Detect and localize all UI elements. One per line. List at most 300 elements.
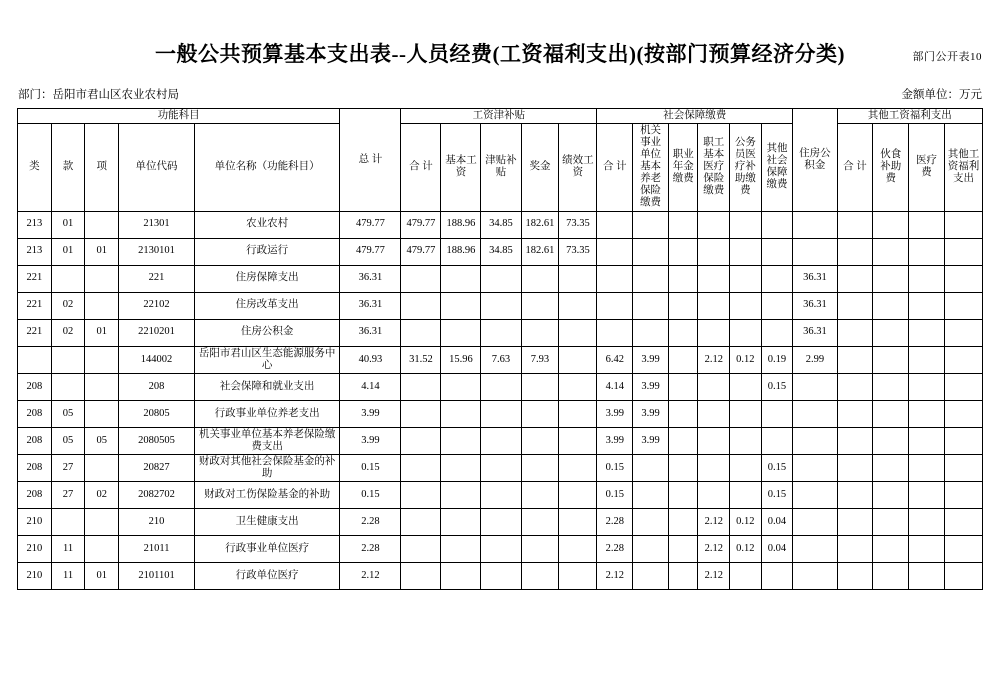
cell-social-3 xyxy=(698,454,730,481)
cell-social-4 xyxy=(730,562,762,589)
cell-social-0: 0.15 xyxy=(597,454,633,481)
cell-class: 221 xyxy=(18,319,52,346)
cell-other-0 xyxy=(837,238,873,265)
cell-other-2 xyxy=(909,373,945,400)
cell-unit-name: 住房改革支出 xyxy=(194,292,339,319)
cell-other-3 xyxy=(944,562,982,589)
cell-salary-1 xyxy=(441,481,481,508)
cell-salary-4 xyxy=(559,562,597,589)
cell-salary-0 xyxy=(401,373,441,400)
cell-salary-1 xyxy=(441,319,481,346)
cell-social-5 xyxy=(761,427,793,454)
cell-total: 3.99 xyxy=(340,400,401,427)
cell-salary-3 xyxy=(521,292,559,319)
cell-other-3 xyxy=(944,400,982,427)
budget-table xyxy=(17,108,983,590)
cell-salary-4 xyxy=(559,319,597,346)
cell-unit-code: 2101101 xyxy=(119,562,195,589)
cell-salary-2 xyxy=(481,265,521,292)
cell-salary-0 xyxy=(401,400,441,427)
cell-social-2 xyxy=(668,211,697,238)
cell-other-2 xyxy=(909,292,945,319)
cell-salary-4 xyxy=(559,508,597,535)
cell-other-2 xyxy=(909,400,945,427)
cell-social-4 xyxy=(730,481,762,508)
cell-salary-0 xyxy=(401,427,441,454)
cell-unit-code: 21011 xyxy=(119,535,195,562)
cell-unit-code: 22102 xyxy=(119,292,195,319)
cell-section xyxy=(51,508,85,535)
cell-salary-4 xyxy=(559,292,597,319)
cell-other-0 xyxy=(837,427,873,454)
cell-other-1 xyxy=(873,400,909,427)
cell-unit-code: 221 xyxy=(119,265,195,292)
table-row xyxy=(18,535,983,562)
cell-item xyxy=(85,373,119,400)
header-basic-salary: 基本工资 xyxy=(441,124,481,211)
cell-section: 11 xyxy=(51,562,85,589)
cell-salary-2: 34.85 xyxy=(481,211,521,238)
cell-housing-fund xyxy=(793,535,837,562)
table-head xyxy=(18,109,983,212)
cell-section xyxy=(51,373,85,400)
cell-salary-0 xyxy=(401,265,441,292)
cell-salary-4 xyxy=(559,535,597,562)
page-title: 一般公共预算基本支出表--人员经费(工资福利支出)(按部门预算经济分类) xyxy=(155,42,845,66)
cell-housing-fund: 36.31 xyxy=(793,319,837,346)
cell-section: 01 xyxy=(51,211,85,238)
cell-other-2 xyxy=(909,265,945,292)
cell-other-3 xyxy=(944,238,982,265)
cell-social-3 xyxy=(698,400,730,427)
cell-social-5 xyxy=(761,265,793,292)
header-allowance: 津贴补贴 xyxy=(481,124,521,211)
cell-salary-4 xyxy=(559,265,597,292)
cell-total: 4.14 xyxy=(340,373,401,400)
cell-social-0 xyxy=(597,238,633,265)
header-occupational-annuity: 职业年金缴费 xyxy=(668,124,697,211)
cell-social-1 xyxy=(633,454,669,481)
header-bonus: 奖金 xyxy=(521,124,559,211)
cell-housing-fund xyxy=(793,481,837,508)
table-row xyxy=(18,211,983,238)
cell-salary-2 xyxy=(481,508,521,535)
cell-social-1 xyxy=(633,238,669,265)
table-row xyxy=(18,400,983,427)
cell-other-0 xyxy=(837,562,873,589)
cell-item xyxy=(85,535,119,562)
cell-total: 0.15 xyxy=(340,481,401,508)
cell-other-3 xyxy=(944,454,982,481)
header-item: 项 xyxy=(85,124,119,211)
cell-social-3: 2.12 xyxy=(698,346,730,373)
cell-salary-3: 182.61 xyxy=(521,238,559,265)
cell-other-3 xyxy=(944,427,982,454)
cell-social-3 xyxy=(698,211,730,238)
cell-social-1 xyxy=(633,562,669,589)
cell-other-1 xyxy=(873,427,909,454)
cell-other-0 xyxy=(837,211,873,238)
cell-item: 05 xyxy=(85,427,119,454)
cell-other-1 xyxy=(873,535,909,562)
cell-salary-1 xyxy=(441,292,481,319)
cell-salary-1 xyxy=(441,427,481,454)
header-class: 类 xyxy=(18,124,52,211)
cell-salary-0: 31.52 xyxy=(401,346,441,373)
cell-salary-0 xyxy=(401,292,441,319)
cell-total: 36.31 xyxy=(340,292,401,319)
cell-social-0: 3.99 xyxy=(597,427,633,454)
cell-salary-3 xyxy=(521,373,559,400)
cell-salary-1 xyxy=(441,508,481,535)
header-pension-insurance: 机关事业单位基本养老保险缴费 xyxy=(633,124,669,211)
cell-class: 208 xyxy=(18,373,52,400)
cell-section: 02 xyxy=(51,319,85,346)
cell-other-2 xyxy=(909,535,945,562)
header-civil-servant-medical: 公务员医疗补助缴费 xyxy=(730,124,762,211)
header-other-welfare: 其他工资福利支出 xyxy=(944,124,982,211)
cell-other-1 xyxy=(873,562,909,589)
cell-other-3 xyxy=(944,535,982,562)
header-function-subject: 功能科目 xyxy=(18,109,340,124)
cell-other-0 xyxy=(837,508,873,535)
cell-other-2 xyxy=(909,454,945,481)
cell-unit-code: 144002 xyxy=(119,346,195,373)
cell-salary-1 xyxy=(441,373,481,400)
cell-salary-0 xyxy=(401,481,441,508)
cell-social-1: 3.99 xyxy=(633,373,669,400)
cell-salary-4 xyxy=(559,454,597,481)
cell-social-0: 2.12 xyxy=(597,562,633,589)
table-row xyxy=(18,508,983,535)
cell-social-3: 2.12 xyxy=(698,535,730,562)
cell-social-4 xyxy=(730,265,762,292)
cell-unit-name: 行政事业单位养老支出 xyxy=(194,400,339,427)
cell-salary-1: 188.96 xyxy=(441,211,481,238)
cell-unit-code: 208 xyxy=(119,373,195,400)
header-salary-total: 合 计 xyxy=(401,124,441,211)
cell-salary-1 xyxy=(441,454,481,481)
cell-salary-2 xyxy=(481,535,521,562)
cell-salary-1 xyxy=(441,400,481,427)
cell-social-0: 2.28 xyxy=(597,535,633,562)
cell-salary-2 xyxy=(481,481,521,508)
cell-social-5: 0.15 xyxy=(761,373,793,400)
table-row xyxy=(18,373,983,400)
cell-social-0: 3.99 xyxy=(597,400,633,427)
header-meal-subsidy: 伙食补助费 xyxy=(873,124,909,211)
table-row xyxy=(18,238,983,265)
cell-unit-code: 20827 xyxy=(119,454,195,481)
cell-other-1 xyxy=(873,481,909,508)
table-row xyxy=(18,481,983,508)
amount-unit-label: 金额单位：万元 xyxy=(901,89,982,101)
cell-social-4: 0.12 xyxy=(730,346,762,373)
cell-social-0: 0.15 xyxy=(597,481,633,508)
header-other-total: 合 计 xyxy=(837,124,873,211)
cell-social-3 xyxy=(698,373,730,400)
cell-unit-name: 住房公积金 xyxy=(194,319,339,346)
cell-other-1 xyxy=(873,238,909,265)
header-unit-code: 单位代码 xyxy=(119,124,195,211)
cell-section xyxy=(51,265,85,292)
cell-other-0 xyxy=(837,373,873,400)
cell-item: 01 xyxy=(85,238,119,265)
cell-housing-fund xyxy=(793,211,837,238)
cell-total: 479.77 xyxy=(340,238,401,265)
cell-other-1 xyxy=(873,454,909,481)
cell-item: 02 xyxy=(85,481,119,508)
cell-other-3 xyxy=(944,211,982,238)
cell-social-1 xyxy=(633,292,669,319)
cell-housing-fund xyxy=(793,400,837,427)
document-page xyxy=(0,38,1000,673)
cell-social-5 xyxy=(761,211,793,238)
table-row xyxy=(18,346,983,373)
cell-social-0: 2.28 xyxy=(597,508,633,535)
cell-unit-code: 2210201 xyxy=(119,319,195,346)
table-row xyxy=(18,454,983,481)
cell-social-1 xyxy=(633,211,669,238)
cell-other-0 xyxy=(837,400,873,427)
cell-social-4: 0.12 xyxy=(730,535,762,562)
cell-section: 27 xyxy=(51,454,85,481)
cell-other-2 xyxy=(909,427,945,454)
cell-social-5 xyxy=(761,562,793,589)
cell-social-4 xyxy=(730,211,762,238)
cell-other-3 xyxy=(944,265,982,292)
cell-salary-2 xyxy=(481,454,521,481)
cell-social-1 xyxy=(633,508,669,535)
cell-social-2 xyxy=(668,319,697,346)
table-row xyxy=(18,265,983,292)
header-salary-group: 工资津补贴 xyxy=(401,109,597,124)
cell-social-1 xyxy=(633,265,669,292)
cell-class: 210 xyxy=(18,508,52,535)
header-medical-insurance: 职工基本医疗保险缴费 xyxy=(698,124,730,211)
cell-other-3 xyxy=(944,508,982,535)
cell-salary-3 xyxy=(521,400,559,427)
cell-salary-0 xyxy=(401,562,441,589)
cell-social-4 xyxy=(730,319,762,346)
cell-social-3 xyxy=(698,238,730,265)
cell-social-5 xyxy=(761,292,793,319)
cell-salary-2 xyxy=(481,319,521,346)
cell-class: 213 xyxy=(18,238,52,265)
cell-class: 208 xyxy=(18,427,52,454)
cell-salary-4 xyxy=(559,427,597,454)
cell-social-4: 0.12 xyxy=(730,508,762,535)
cell-section: 02 xyxy=(51,292,85,319)
cell-social-3 xyxy=(698,292,730,319)
cell-unit-name: 社会保障和就业支出 xyxy=(194,373,339,400)
cell-item xyxy=(85,211,119,238)
cell-social-3: 2.12 xyxy=(698,562,730,589)
cell-housing-fund: 36.31 xyxy=(793,265,837,292)
cell-salary-2 xyxy=(481,427,521,454)
cell-section: 11 xyxy=(51,535,85,562)
cell-social-5: 0.15 xyxy=(761,454,793,481)
cell-class: 210 xyxy=(18,562,52,589)
cell-total: 2.28 xyxy=(340,508,401,535)
cell-salary-1 xyxy=(441,562,481,589)
cell-other-2 xyxy=(909,562,945,589)
cell-social-0: 6.42 xyxy=(597,346,633,373)
cell-unit-name: 行政单位医疗 xyxy=(194,562,339,589)
cell-class: 208 xyxy=(18,454,52,481)
cell-unit-name: 卫生健康支出 xyxy=(194,508,339,535)
cell-unit-code: 20805 xyxy=(119,400,195,427)
cell-other-2 xyxy=(909,481,945,508)
table-row xyxy=(18,562,983,589)
cell-salary-3 xyxy=(521,481,559,508)
cell-other-1 xyxy=(873,508,909,535)
cell-salary-2 xyxy=(481,562,521,589)
cell-section: 05 xyxy=(51,427,85,454)
cell-housing-fund xyxy=(793,562,837,589)
cell-unit-name: 行政运行 xyxy=(194,238,339,265)
cell-unit-name: 财政对其他社会保险基金的补助 xyxy=(194,454,339,481)
cell-salary-2: 7.63 xyxy=(481,346,521,373)
cell-housing-fund xyxy=(793,427,837,454)
table-row xyxy=(18,427,983,454)
cell-salary-1: 188.96 xyxy=(441,238,481,265)
cell-other-2 xyxy=(909,508,945,535)
department-label: 部门：岳阳市君山区农业农村局 xyxy=(18,89,179,101)
cell-other-1 xyxy=(873,265,909,292)
cell-social-1: 3.99 xyxy=(633,427,669,454)
cell-social-4 xyxy=(730,238,762,265)
cell-social-3: 2.12 xyxy=(698,508,730,535)
cell-class: 208 xyxy=(18,400,52,427)
cell-unit-code: 2080505 xyxy=(119,427,195,454)
cell-other-1 xyxy=(873,373,909,400)
cell-social-2 xyxy=(668,481,697,508)
header-row-1 xyxy=(18,109,983,124)
cell-other-2 xyxy=(909,238,945,265)
cell-housing-fund xyxy=(793,454,837,481)
cell-unit-name: 岳阳市君山区生态能源服务中心 xyxy=(194,346,339,373)
cell-unit-name: 农业农村 xyxy=(194,211,339,238)
cell-other-0 xyxy=(837,346,873,373)
cell-unit-name: 机关事业单位基本养老保险缴费支出 xyxy=(194,427,339,454)
cell-social-4 xyxy=(730,292,762,319)
cell-social-2 xyxy=(668,373,697,400)
cell-other-0 xyxy=(837,481,873,508)
cell-other-1 xyxy=(873,211,909,238)
cell-item xyxy=(85,346,119,373)
cell-social-5 xyxy=(761,238,793,265)
cell-unit-code: 2082702 xyxy=(119,481,195,508)
cell-unit-name: 行政事业单位医疗 xyxy=(194,535,339,562)
cell-salary-2 xyxy=(481,292,521,319)
header-social-group: 社会保障缴费 xyxy=(597,109,793,124)
cell-class xyxy=(18,346,52,373)
cell-other-0 xyxy=(837,319,873,346)
cell-salary-0: 479.77 xyxy=(401,238,441,265)
cell-class: 221 xyxy=(18,292,52,319)
cell-social-2 xyxy=(668,562,697,589)
cell-salary-0 xyxy=(401,319,441,346)
cell-total: 0.15 xyxy=(340,454,401,481)
header-total: 总 计 xyxy=(340,109,401,212)
cell-social-3 xyxy=(698,265,730,292)
cell-social-0 xyxy=(597,319,633,346)
header-other-group: 其他工资福利支出 xyxy=(837,109,983,124)
cell-social-0 xyxy=(597,211,633,238)
cell-class: 221 xyxy=(18,265,52,292)
cell-salary-0 xyxy=(401,508,441,535)
cell-social-4 xyxy=(730,427,762,454)
cell-social-2 xyxy=(668,265,697,292)
cell-salary-3 xyxy=(521,265,559,292)
cell-housing-fund: 36.31 xyxy=(793,292,837,319)
cell-item xyxy=(85,508,119,535)
cell-other-2 xyxy=(909,319,945,346)
cell-salary-1: 15.96 xyxy=(441,346,481,373)
cell-item xyxy=(85,265,119,292)
cell-unit-name: 住房保障支出 xyxy=(194,265,339,292)
cell-social-5: 0.15 xyxy=(761,481,793,508)
cell-other-3 xyxy=(944,292,982,319)
cell-housing-fund xyxy=(793,373,837,400)
meta-row xyxy=(0,86,1000,102)
cell-other-0 xyxy=(837,454,873,481)
cell-other-3 xyxy=(944,319,982,346)
cell-item: 01 xyxy=(85,319,119,346)
cell-social-3 xyxy=(698,319,730,346)
cell-salary-1 xyxy=(441,265,481,292)
cell-total: 3.99 xyxy=(340,427,401,454)
cell-total: 2.28 xyxy=(340,535,401,562)
cell-social-2 xyxy=(668,535,697,562)
cell-social-0: 4.14 xyxy=(597,373,633,400)
cell-unit-code: 2130101 xyxy=(119,238,195,265)
cell-class: 208 xyxy=(18,481,52,508)
header-other-social: 其他社会保障缴费 xyxy=(761,124,793,211)
cell-salary-4: 73.35 xyxy=(559,238,597,265)
table-body xyxy=(18,211,983,589)
cell-section: 05 xyxy=(51,400,85,427)
cell-salary-4 xyxy=(559,481,597,508)
cell-salary-2 xyxy=(481,373,521,400)
cell-salary-3 xyxy=(521,562,559,589)
cell-other-3 xyxy=(944,481,982,508)
cell-social-4 xyxy=(730,454,762,481)
cell-total: 36.31 xyxy=(340,319,401,346)
cell-social-0 xyxy=(597,265,633,292)
cell-other-1 xyxy=(873,292,909,319)
cell-salary-0 xyxy=(401,454,441,481)
cell-item: 01 xyxy=(85,562,119,589)
doc-code: 部门公开表10 xyxy=(912,51,982,63)
cell-other-3 xyxy=(944,346,982,373)
header-performance-pay: 绩效工资 xyxy=(559,124,597,211)
cell-social-3 xyxy=(698,427,730,454)
cell-total: 2.12 xyxy=(340,562,401,589)
cell-social-5 xyxy=(761,400,793,427)
cell-salary-4 xyxy=(559,373,597,400)
header-unit-name: 单位名称（功能科目） xyxy=(194,124,339,211)
cell-item xyxy=(85,292,119,319)
cell-social-0 xyxy=(597,292,633,319)
cell-section: 01 xyxy=(51,238,85,265)
cell-item xyxy=(85,454,119,481)
cell-item xyxy=(85,400,119,427)
header-social-total: 合 计 xyxy=(597,124,633,211)
cell-salary-0 xyxy=(401,535,441,562)
cell-class: 210 xyxy=(18,535,52,562)
